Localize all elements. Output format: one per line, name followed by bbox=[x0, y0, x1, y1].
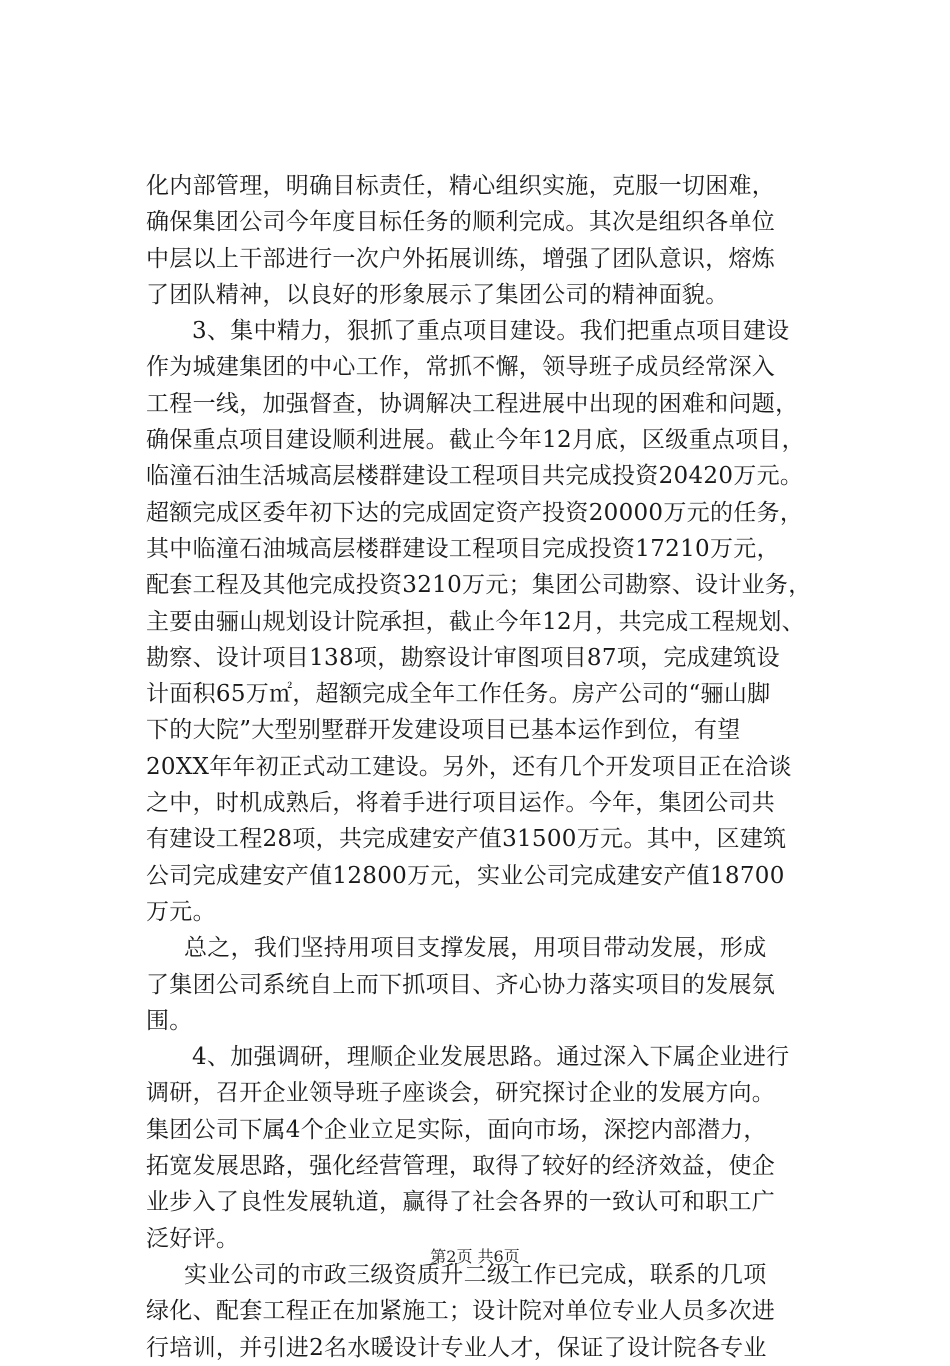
text-line: 勘察、设计项目138项，勘察设计审图项目87项，完成建筑设 bbox=[146, 644, 780, 671]
text-line: 有建设工程28项，共完成建安产值31500万元。其中，区建筑 bbox=[146, 826, 787, 853]
text-line: 万元。 bbox=[146, 898, 216, 925]
text-line: 泛好评。 bbox=[146, 1225, 240, 1252]
text-line: 实业公司的市政三级资质升二级工作已完成，联系的几项 bbox=[184, 1261, 767, 1288]
text-line: 公司完成建安产值12800万元，实业公司完成建安产值18700 bbox=[146, 862, 785, 889]
text-line: 下的大院”大型别墅群开发建设项目已基本运作到位，有望 bbox=[146, 717, 741, 744]
text-line: 总之，我们坚持用项目支撑发展，用项目带动发展，形成 bbox=[184, 935, 767, 962]
text-line: 了集团公司系统自上而下抓项目、齐心协力落实项目的发展氛 bbox=[146, 971, 776, 998]
text-line: 了团队精神，以良好的形象展示了集团公司的精神面貌。 bbox=[146, 281, 729, 308]
text-line: 超额完成区委年初下达的完成固定资产投资20000万元的任务， bbox=[146, 499, 804, 526]
text-line: 主要由骊山规划设计院承担，截止今年12月，共完成工程规划、 bbox=[146, 608, 805, 635]
text-line: 绿化、配套工程正在加紧施工；设计院对单位专业人员多次进 bbox=[146, 1298, 776, 1325]
text-line: 计面积65万㎡，超额完成全年工作任务。房产公司的“骊山脚 bbox=[146, 681, 771, 708]
text-line: 行培训，并引进2名水暖设计专业人才，保证了设计院各专业 bbox=[146, 1334, 767, 1361]
text-line: 确保重点项目建设顺利进展。截止今年12月底，区级重点项目， bbox=[146, 427, 805, 454]
text-line: 化内部管理，明确目标责任，精心组织实施，克服一切困难， bbox=[146, 173, 776, 199]
text-line: 中层以上干部进行一次户外拓展训练，增强了团队意识，熔炼 bbox=[146, 245, 776, 272]
text-line: 业步入了良性发展轨道，赢得了社会各界的一致认可和职工广 bbox=[146, 1189, 776, 1216]
text-line: 配套工程及其他完成投资3210万元；集团公司勘察、设计业务， bbox=[146, 572, 812, 599]
text-line: 集团公司下属4个企业立足实际，面向市场，深挖内部潜力， bbox=[146, 1116, 767, 1143]
text-line: 临潼石油生活城高层楼群建设工程项目共完成投资20420万元。 bbox=[146, 463, 804, 490]
text-line: 作为城建集团的中心工作，常抓不懈，领导班子成员经常深入 bbox=[146, 354, 776, 381]
text-line: 确保集团公司今年度目标任务的顺利完成。其次是组织各单位 bbox=[146, 209, 776, 236]
text-line: 围。 bbox=[146, 1007, 193, 1034]
text-line: 4、加强调研，理顺企业发展思路。通过深入下属企业进行 bbox=[192, 1044, 790, 1071]
text-line: 20XX年年初正式动工建设。另外，还有几个开发项目正在洽谈 bbox=[146, 753, 792, 780]
text-line: 其中临潼石油城高层楼群建设工程项目完成投资17210万元， bbox=[146, 535, 780, 562]
page-footer: 第2页 共6页 bbox=[430, 1247, 520, 1266]
text-line: 工程一线，加强督查，协调解决工程进展中出现的困难和问题， bbox=[146, 390, 799, 417]
document-body bbox=[146, 168, 846, 1366]
text-line: 3、集中精力，狠抓了重点项目建设。我们把重点项目建设 bbox=[192, 318, 790, 345]
text-line: 之中，时机成熟后，将着手进行项目运作。今年，集团公司共 bbox=[146, 790, 776, 817]
text-line: 调研，召开企业领导班子座谈会，研究探讨企业的发展方向。 bbox=[146, 1080, 776, 1107]
text-line: 拓宽发展思路，强化经营管理，取得了较好的经济效益，使企 bbox=[146, 1153, 776, 1180]
